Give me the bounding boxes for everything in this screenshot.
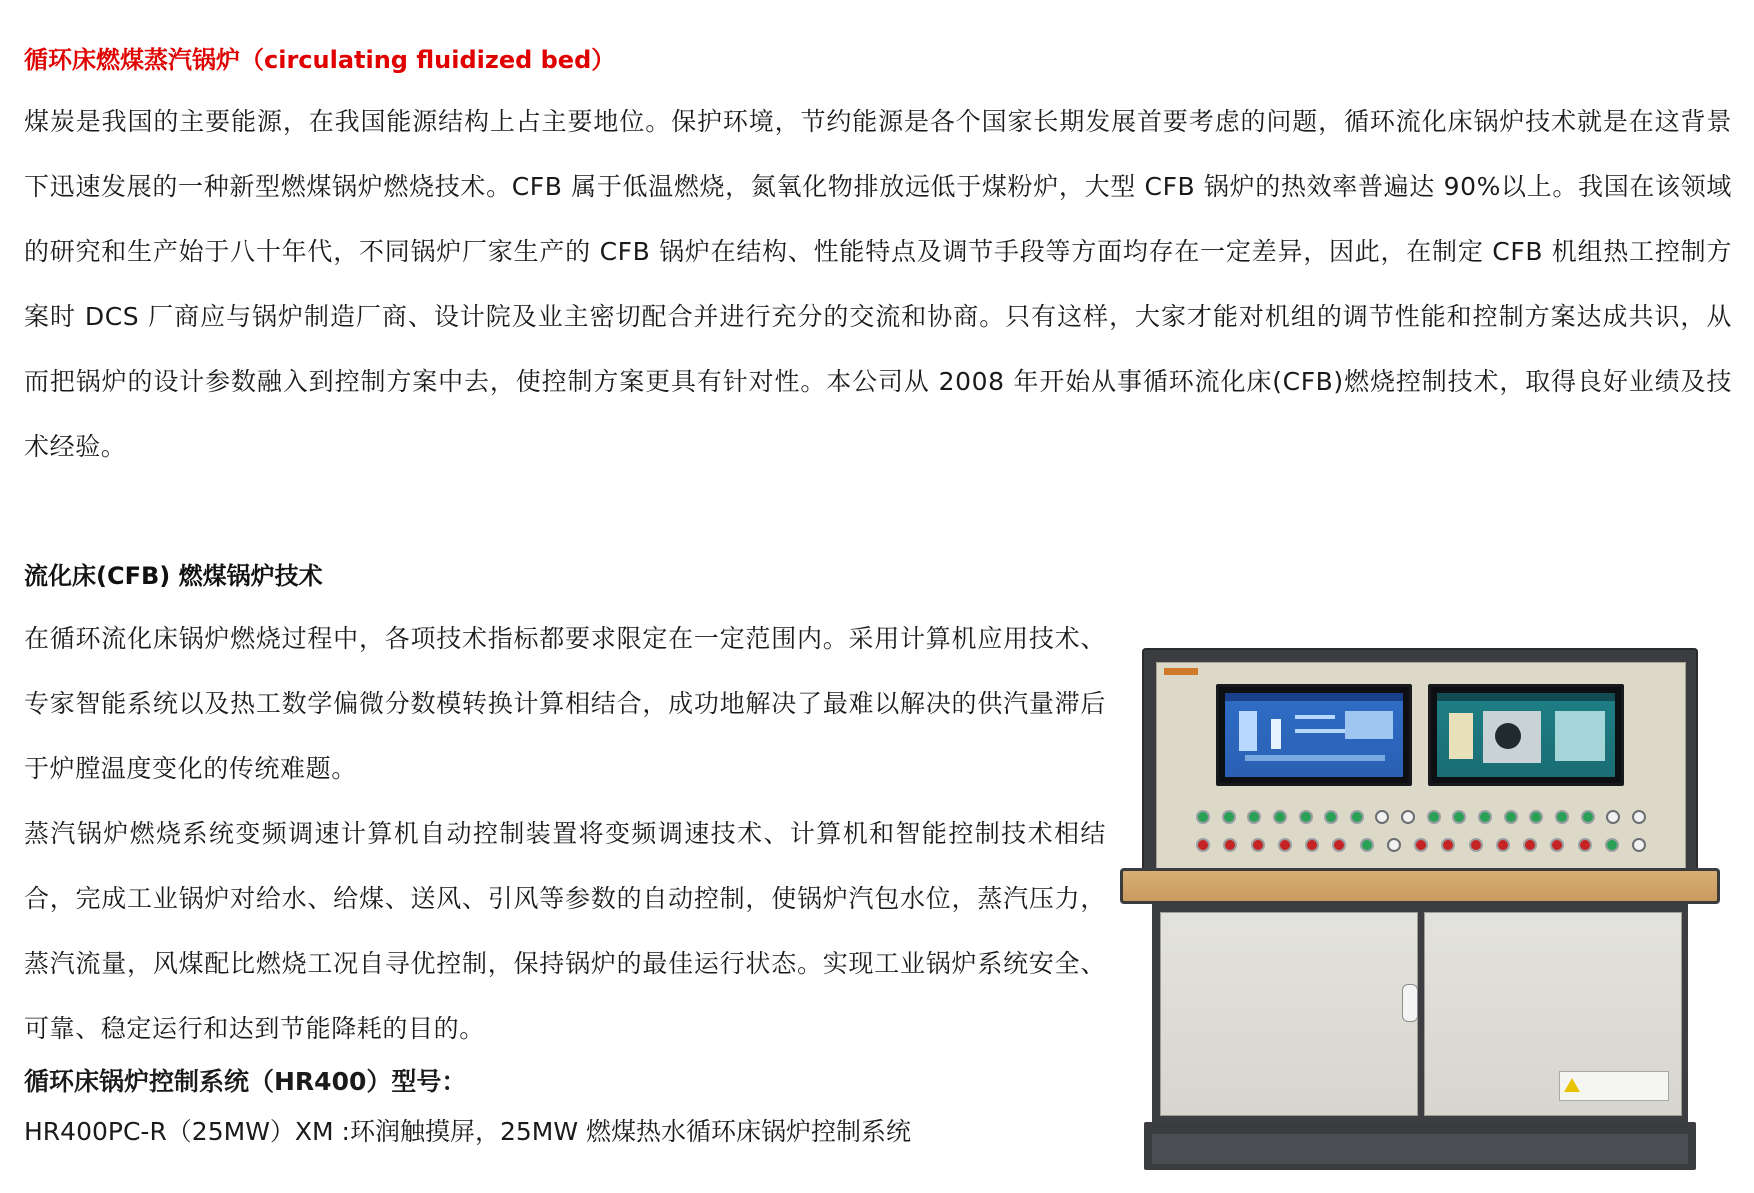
page-title: 循环床燃煤蒸汽锅炉（circulating fluidized bed） [24, 46, 616, 74]
green-indicator-button [1478, 810, 1492, 824]
warning-icon [1564, 1078, 1580, 1092]
cabinet-door-right [1424, 912, 1682, 1116]
body-paragraph: 蒸汽锅炉燃烧系统变频调速计算机自动控制装置将变频调速技术、计算机和智能控制技术相结合，完成工业锅炉对给水、给煤、送风、引风等参数的自动控制，使锅炉汽包水位，蒸汽压力，蒸汽流量，风煤配比燃烧工况自寻优控制，保持锅炉的最佳运行状态。实现工业锅炉系统安全、可靠、稳定运行和达到节能降耗的目的。 [24, 819, 1106, 1043]
cabinet-door-left [1160, 912, 1418, 1116]
button-row-bottom [1196, 838, 1646, 852]
green-indicator-button [1247, 810, 1261, 824]
red-indicator-button [1251, 838, 1265, 852]
red-indicator-button [1550, 838, 1564, 852]
model-heading: 循环床锅炉控制系统（HR400）型号： [24, 1067, 467, 1096]
red-indicator-button [1496, 838, 1510, 852]
selector-switch [1387, 838, 1401, 852]
red-indicator-button [1578, 838, 1592, 852]
red-indicator-button [1414, 838, 1428, 852]
green-indicator-button [1427, 810, 1441, 824]
red-indicator-button [1196, 838, 1210, 852]
hmi-screen-right [1437, 693, 1615, 777]
selector-switch [1606, 810, 1620, 824]
green-indicator-button [1299, 810, 1313, 824]
section-heading: 流化床(CFB) 燃煤锅炉技术 [24, 562, 323, 590]
green-indicator-button [1324, 810, 1338, 824]
green-indicator-button [1350, 810, 1364, 824]
selector-switch [1632, 838, 1646, 852]
monitor-left [1216, 684, 1412, 786]
red-indicator-button [1469, 838, 1483, 852]
button-row-top [1196, 810, 1646, 824]
model-description: HR400PC-R（25MW）XM :环润触摸屏，25MW 燃煤热水循环床锅炉控制系统 [24, 1117, 912, 1146]
red-indicator-button [1305, 838, 1319, 852]
warning-sticker [1559, 1071, 1669, 1101]
red-indicator-button [1441, 838, 1455, 852]
green-indicator-button [1273, 810, 1287, 824]
green-indicator-button [1581, 810, 1595, 824]
green-indicator-button [1555, 810, 1569, 824]
monitor-right [1428, 684, 1624, 786]
body-paragraph: 在循环流化床锅炉燃烧过程中，各项技术指标都要求限定在一定范围内。采用计算机应用技术、专家智能系统以及热工数学偏微分数模转换计算相结合，成功地解决了最难以解决的供汽量滞后于炉膛温度变化的传统难题。 [24, 624, 1106, 783]
control-console-image [1120, 648, 1720, 1173]
selector-switch [1632, 810, 1646, 824]
green-indicator-button [1452, 810, 1466, 824]
console-plinth [1152, 1134, 1688, 1164]
selector-switch [1375, 810, 1389, 824]
green-indicator-button [1504, 810, 1518, 824]
selector-switch [1401, 810, 1415, 824]
red-indicator-button [1278, 838, 1292, 852]
green-indicator-button [1360, 838, 1374, 852]
green-indicator-button [1605, 838, 1619, 852]
green-indicator-button [1529, 810, 1543, 824]
door-handle [1402, 984, 1418, 1022]
red-indicator-button [1523, 838, 1537, 852]
green-indicator-button [1222, 810, 1236, 824]
brand-label [1164, 668, 1198, 675]
hmi-screen-left [1225, 693, 1403, 777]
console-desk [1120, 868, 1720, 904]
red-indicator-button [1223, 838, 1237, 852]
green-indicator-button [1196, 810, 1210, 824]
red-indicator-button [1332, 838, 1346, 852]
console-cabinet [1152, 904, 1688, 1122]
intro-paragraph: 煤炭是我国的主要能源，在我国能源结构上占主要地位。保护环境，节约能源是各个国家长期发展首要考虑的问题，循环流化床锅炉技术就是在这背景下迅速发展的一种新型燃煤锅炉燃烧技术。CFB 属于低温燃烧，氮氧化物排放远低于煤粉炉，大型 CFB 锅炉的热效率普遍达 90%以上。我国在该领域的研究和生产始于八十年代，不同锅炉厂家生产的 CFB 锅炉在结构、性能特点及调节手段等方面均存在一定差异，因此，在制定 CFB 机组热工控制方案时 DCS 厂商应与锅炉制造厂商、设计院及业主密切配合并进行充分的交流和协商。只有这样，大家才能对机组的调节性能和控制方案达成共识，从而把锅炉的设计参数融入到控制方案中去，使控制方案更具有针对性。本公司从 2008 年开始从事循环流化床(CFB)燃烧控制技术，取得良好业绩及技术经验。 [24, 107, 1732, 461]
